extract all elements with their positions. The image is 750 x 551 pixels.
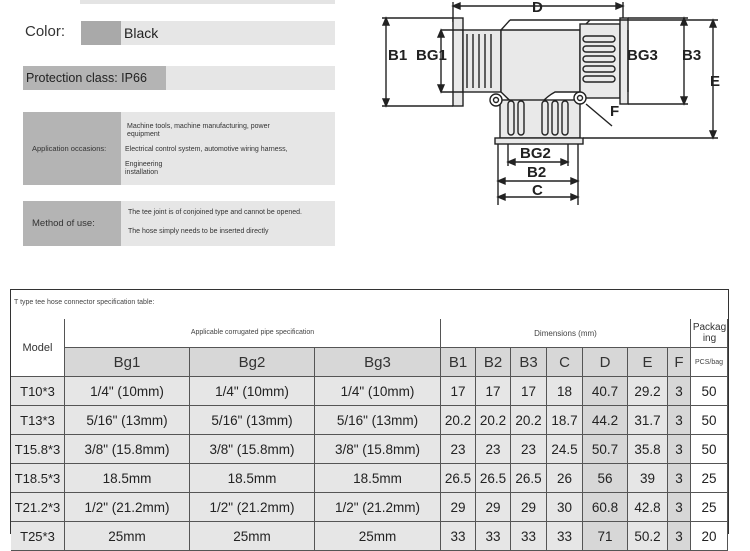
table-cell: 18.5mm bbox=[315, 464, 441, 493]
spec-table bbox=[10, 289, 729, 544]
table-cell: 17 bbox=[476, 377, 511, 406]
table-cell: 5/16" (13mm) bbox=[190, 406, 315, 435]
application-line: Electrical control system, automotive wiring harness, bbox=[125, 146, 288, 153]
column-header: D bbox=[583, 348, 628, 377]
table-cell: 50 bbox=[691, 406, 728, 435]
method-key: Method of use: bbox=[23, 201, 121, 246]
table-cell: 20.2 bbox=[441, 406, 476, 435]
table-cell: 33 bbox=[476, 522, 511, 551]
table-cell: 3/8" (15.8mm) bbox=[315, 435, 441, 464]
table-cell: 40.7 bbox=[583, 377, 628, 406]
table-cell: 25mm bbox=[315, 522, 441, 551]
table-cell: 30 bbox=[547, 493, 583, 522]
packaging-header: Packaging bbox=[691, 319, 728, 348]
dimensions-header: Dimensions (mm) bbox=[441, 319, 691, 348]
table-cell: 20.2 bbox=[511, 406, 547, 435]
protection-row bbox=[23, 66, 335, 90]
table-cell: 1/2" (21.2mm) bbox=[65, 493, 190, 522]
label-bg2: BG2 bbox=[520, 145, 551, 162]
top-divider bbox=[80, 0, 335, 4]
column-header: Bg2 bbox=[190, 348, 315, 377]
application-line: Machine tools, machine manufacturing, power bbox=[127, 123, 270, 130]
table-cell: 17 bbox=[441, 377, 476, 406]
table-cell: 23 bbox=[476, 435, 511, 464]
table-cell: 3 bbox=[668, 435, 691, 464]
application-key: Application occasions: bbox=[23, 112, 121, 185]
application-line: equipment bbox=[127, 131, 160, 138]
table-cell: 17 bbox=[511, 377, 547, 406]
table-cell: 1/2" (21.2mm) bbox=[315, 493, 441, 522]
packaging-unit: PCS/bag bbox=[691, 348, 728, 377]
table-caption: T type tee hose connector specification table: bbox=[14, 299, 155, 306]
model-cell: T21.2*3 bbox=[11, 493, 65, 522]
table-cell: 5/16" (13mm) bbox=[315, 406, 441, 435]
column-header: Bg1 bbox=[65, 348, 190, 377]
table-cell: 26 bbox=[547, 464, 583, 493]
pipe-header: Applicable corrugated pipe specification bbox=[65, 319, 441, 348]
table-cell: 23 bbox=[441, 435, 476, 464]
table-cell: 1/2" (21.2mm) bbox=[190, 493, 315, 522]
label-b1: B1 bbox=[388, 47, 408, 64]
column-header: B1 bbox=[441, 348, 476, 377]
color-row bbox=[23, 21, 335, 45]
table-cell: 56 bbox=[583, 464, 628, 493]
table-cell: 24.5 bbox=[547, 435, 583, 464]
column-header: B2 bbox=[476, 348, 511, 377]
table-cell: 35.8 bbox=[628, 435, 668, 464]
model-cell: T15.8*3 bbox=[11, 435, 65, 464]
column-header: E bbox=[628, 348, 668, 377]
table-cell: 18.5mm bbox=[190, 464, 315, 493]
table-cell: 26.5 bbox=[476, 464, 511, 493]
column-header: C bbox=[547, 348, 583, 377]
table-cell: 71 bbox=[583, 522, 628, 551]
color-swatch bbox=[81, 21, 121, 45]
table-cell: 29 bbox=[511, 493, 547, 522]
color-label: Color: bbox=[25, 23, 66, 40]
table-cell: 50 bbox=[691, 377, 728, 406]
table-cell: 25mm bbox=[190, 522, 315, 551]
table-cell: 20.2 bbox=[476, 406, 511, 435]
table-cell: 33 bbox=[441, 522, 476, 551]
label-f: F bbox=[610, 103, 620, 120]
table-cell: 42.8 bbox=[628, 493, 668, 522]
label-d: D bbox=[532, 0, 543, 16]
table-cell: 39 bbox=[628, 464, 668, 493]
table-cell: 3 bbox=[668, 406, 691, 435]
method-line: The tee joint is of conjoined type and cannot be opened. bbox=[128, 209, 302, 216]
table-cell: 50.2 bbox=[628, 522, 668, 551]
table-cell: 3 bbox=[668, 522, 691, 551]
table-cell: 1/4" (10mm) bbox=[315, 377, 441, 406]
table-cell: 33 bbox=[547, 522, 583, 551]
table-cell: 18.7 bbox=[547, 406, 583, 435]
method-row bbox=[23, 201, 335, 246]
table-cell: 20 bbox=[691, 522, 728, 551]
table-cell: 33 bbox=[511, 522, 547, 551]
model-cell: T10*3 bbox=[11, 377, 65, 406]
table-cell: 50.7 bbox=[583, 435, 628, 464]
color-value: Black bbox=[121, 21, 335, 45]
table-cell: 26.5 bbox=[441, 464, 476, 493]
label-b2: B2 bbox=[527, 164, 547, 181]
column-header: B3 bbox=[511, 348, 547, 377]
method-line: The hose simply needs to be inserted directly bbox=[128, 228, 269, 235]
table-cell: 25 bbox=[691, 464, 728, 493]
table-cell: 1/4" (10mm) bbox=[65, 377, 190, 406]
table-cell: 3/8" (15.8mm) bbox=[190, 435, 315, 464]
table-cell: 23 bbox=[511, 435, 547, 464]
application-row bbox=[23, 112, 335, 185]
label-bg1: BG1 bbox=[416, 47, 447, 64]
table-cell: 29.2 bbox=[628, 377, 668, 406]
application-line: installation bbox=[125, 169, 159, 176]
label-e: E bbox=[710, 73, 721, 90]
model-cell: T18.5*3 bbox=[11, 464, 65, 493]
table-cell: 50 bbox=[691, 435, 728, 464]
label-c: C bbox=[532, 182, 543, 199]
table-cell: 3 bbox=[668, 493, 691, 522]
table-cell: 18.5mm bbox=[65, 464, 190, 493]
table-cell: 25 bbox=[691, 493, 728, 522]
table-cell: 26.5 bbox=[511, 464, 547, 493]
column-header: Bg3 bbox=[315, 348, 441, 377]
model-cell: T13*3 bbox=[11, 406, 65, 435]
column-header: F bbox=[668, 348, 691, 377]
table-cell: 25mm bbox=[65, 522, 190, 551]
table-cell: 60.8 bbox=[583, 493, 628, 522]
label-b3: B3 bbox=[682, 47, 702, 64]
model-cell: T25*3 bbox=[11, 522, 65, 551]
table-cell: 44.2 bbox=[583, 406, 628, 435]
tee-connector-diagram bbox=[380, 0, 725, 210]
table-cell: 29 bbox=[441, 493, 476, 522]
table-cell: 3 bbox=[668, 464, 691, 493]
table-cell: 3 bbox=[668, 377, 691, 406]
table-cell: 18 bbox=[547, 377, 583, 406]
table-cell: 3/8" (15.8mm) bbox=[65, 435, 190, 464]
application-line: Engineering bbox=[125, 161, 163, 168]
table-cell: 1/4" (10mm) bbox=[190, 377, 315, 406]
table-cell: 31.7 bbox=[628, 406, 668, 435]
model-header: Model bbox=[11, 319, 65, 377]
table-cell: 29 bbox=[476, 493, 511, 522]
table-cell: 5/16" (13mm) bbox=[65, 406, 190, 435]
protection-class: Protection class: IP66 bbox=[23, 66, 166, 90]
label-bg3: BG3 bbox=[627, 47, 658, 64]
